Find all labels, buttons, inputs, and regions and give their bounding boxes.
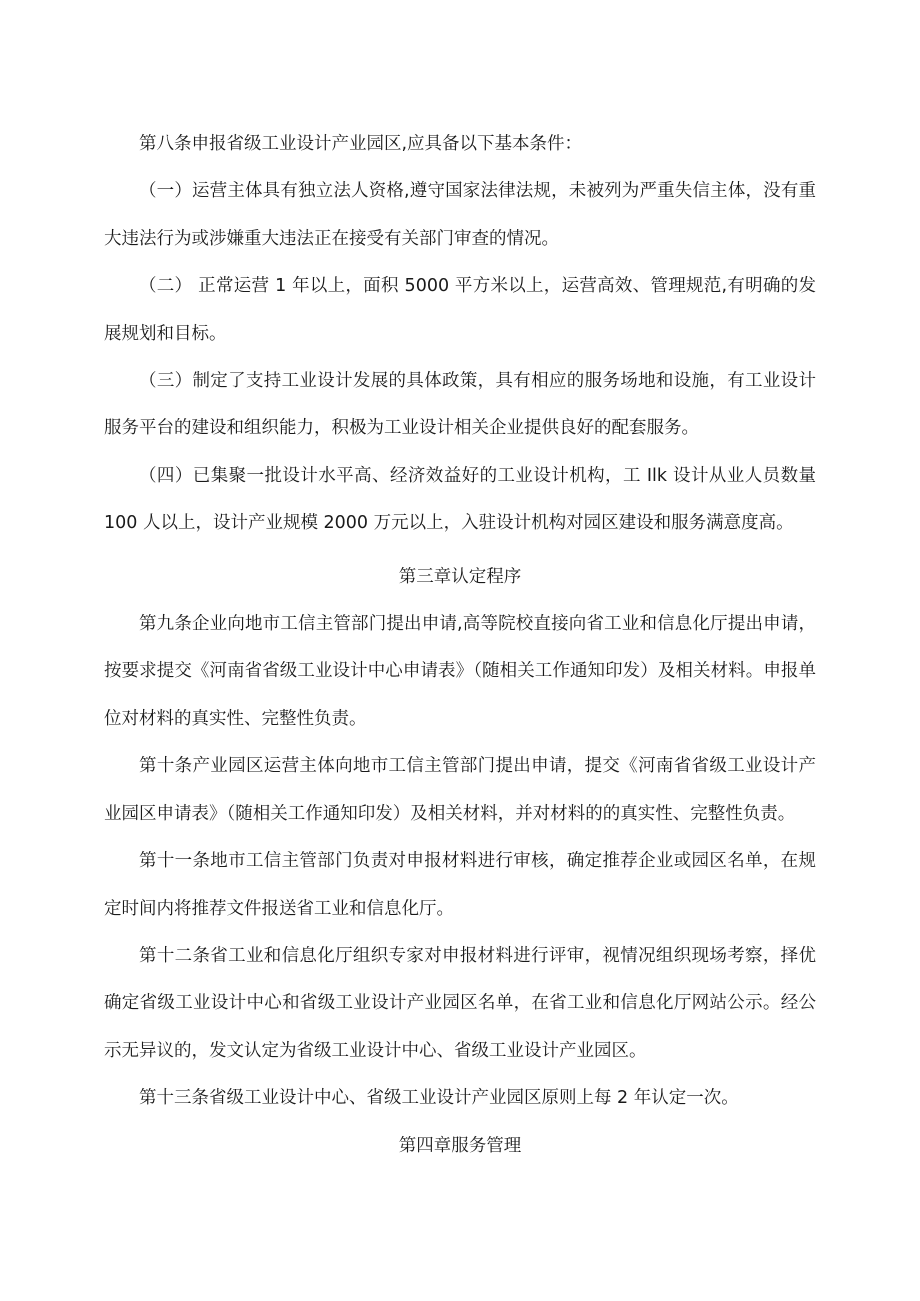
article-8-item-4: （四）已集聚一批设计水平高、经济效益好的工业设计机构，工 Ilk 设计从业人员数量 100 人以上，设计产业规模 2000 万元以上，入驻设计机构对园区建设和服务满意度高。 [104, 465, 816, 534]
article-8-item-1: （一）运营主体具有独立法人资格,遵守国家法律法规，未被列为严重失信主体，没有重大违法行为或涉嫌重大违法正在接受有关部门审查的情况。 [104, 181, 816, 249]
article-8-item-3: （三）制定了支持工业设计发展的具体政策，具有相应的服务场地和设施，有工业设计服务平台的建设和组织能力，积极为工业设计相关企业提供良好的配套服务。 [104, 371, 816, 439]
article-8-item-2: （二） 正常运营 1 年以上，面积 5000 平方米以上，运营高效、管理规范,有明确的发展规划和目标。 [104, 276, 816, 344]
article-9: 第九条企业向地市工信主管部门提出申请,高等院校直接向省工业和信息化厅提出申请，按要求提交《河南省省级工业设计中心申请表》（随相关工作通知印发）及相关材料。申报单位对材料的真实性、完整性负责。 [104, 614, 816, 729]
article-11: 第十一条地市工信主管部门负责对申报材料进行审核，确定推荐企业或园区名单，在规定时间内将推荐文件报送省工业和信息化厅。 [104, 851, 816, 919]
chapter-4-heading: 第四章服务管理 [398, 1135, 522, 1156]
chapter-3-heading: 第三章认定程序 [398, 566, 522, 587]
article-13: 第十三条省级工业设计中心、省级工业设计产业园区原则上每 2 年认定一次。 [139, 1088, 739, 1109]
article-10: 第十条产业园区运营主体向地市工信主管部门提出申请，提交《河南省省级工业设计产业园区申请表》（随相关工作通知印发）及相关材料，并对材料的的真实性、完整性负责。 [104, 756, 816, 824]
article-12: 第十二条省工业和信息化厅组织专家对申报材料进行评审，视情况组织现场考察，择优确定省级工业设计中心和省级工业设计产业园区名单，在省工业和信息化厅网站公示。经公示无异议的，发文认定为省级工业设计中心、省级工业设计产业园区。 [104, 945, 816, 1061]
article-8: 第八条申报省级工业设计产业园区,应具备以下基本条件： [139, 134, 583, 154]
